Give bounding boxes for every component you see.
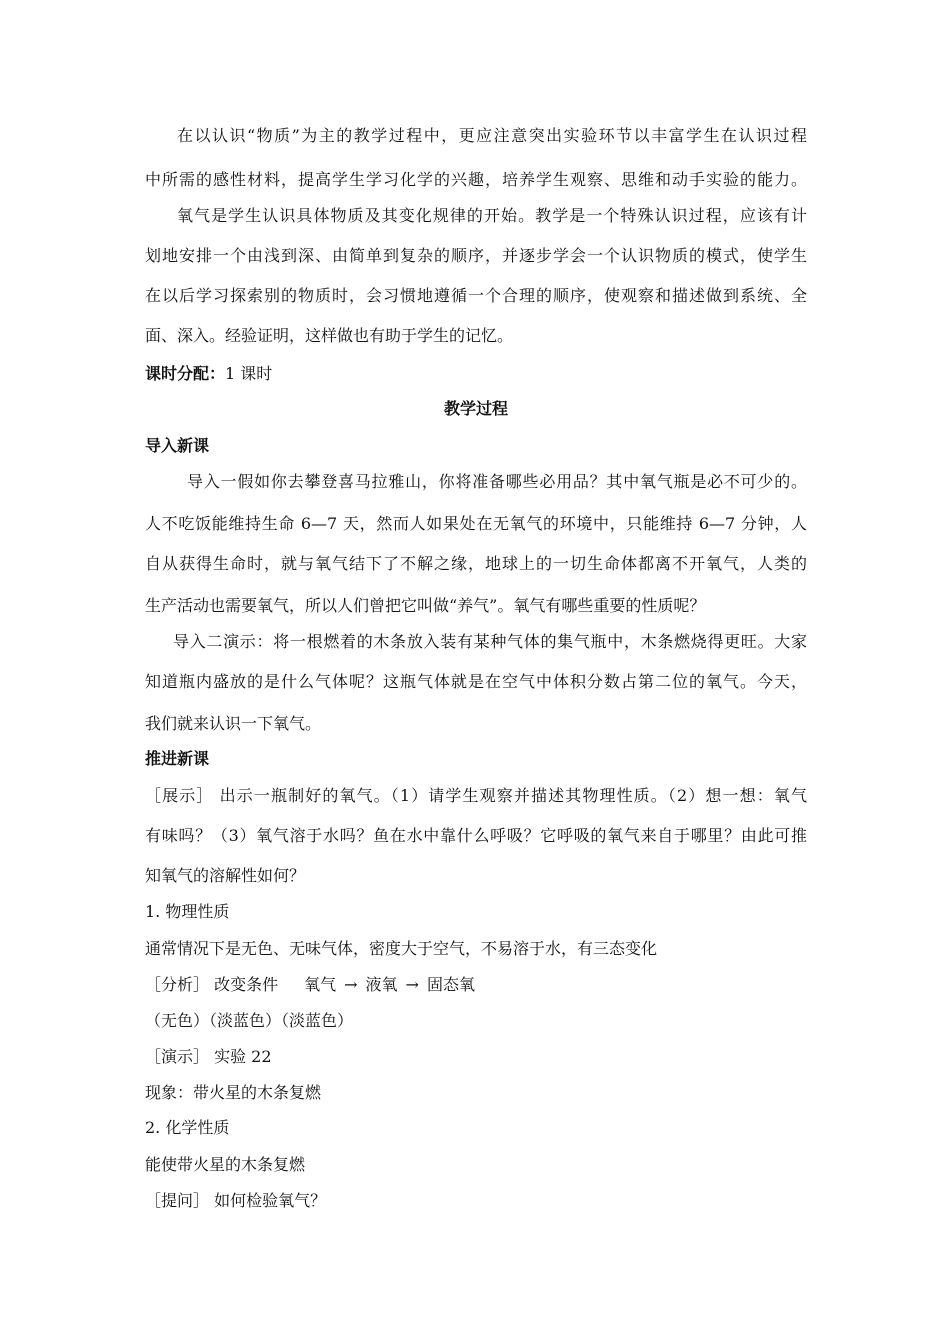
intro-2-line-1: 导入二演示：将一根燃着的木条放入装有某种气体的集气瓶中，木条燃烧得更旺。大家 <box>173 632 807 651</box>
display-line-1: ［展示］ 出示一瓶制好的氧气。（1）请学生观察并描述其物理性质。（2）想一想：氧气 <box>145 786 807 805</box>
advance-heading: 推进新课 <box>145 749 210 768</box>
paragraph-1-line-1: 在以认识“物质”为主的教学过程中，更应注意突出实验环节以丰富学生在认识过程 <box>177 126 807 145</box>
paragraph-2-line-2: 划地安排一个由浅到深、由简单到复杂的顺序，并逐步学会一个认识物质的模式，使学生 <box>145 246 807 265</box>
chemical-heading: 2. 化学性质 <box>145 1118 230 1137</box>
phenomenon-line: 现象：带火星的木条复燃 <box>145 1083 322 1102</box>
arrow-icon: → <box>405 975 419 994</box>
intro-1-line-3: 自从获得生命时，就与氧气结下了不解之缘，地球上的一切生命体都离不开氧气，人类的 <box>145 554 807 573</box>
state-solid-oxygen: 固态氧 <box>426 975 475 994</box>
arrow-icon: → <box>344 975 358 994</box>
class-hours-label: 课时分配： <box>145 364 226 383</box>
intro-heading: 导入新课 <box>145 436 210 455</box>
intro-2-line-2: 知道瓶内盛放的是什么气体呢？这瓶气体就是在空气中体积分数占第二位的氧气。今天， <box>145 672 807 691</box>
paragraph-2-line-4: 面、深入。经验证明，这样做也有助于学生的记忆。 <box>145 326 514 345</box>
display-line-3: 知氧气的溶解性如何？ <box>145 866 306 885</box>
intro-1-line-1: 导入一假如你去攀登喜马拉雅山，你将准备哪些必用品？其中氧气瓶是必不可少的。 <box>187 472 807 491</box>
analysis-colors: （无色）（淡蓝色）（淡蓝色） <box>145 1011 354 1030</box>
physical-heading: 1. 物理性质 <box>145 902 230 921</box>
demo-line: ［演示］ 实验 22 <box>145 1047 272 1066</box>
state-oxygen: 氧气 <box>304 975 337 994</box>
question-line: ［提问］ 如何检验氧气？ <box>145 1191 327 1210</box>
intro-2-line-3: 我们就来认识一下氧气。 <box>145 714 322 733</box>
intro-1-line-2: 人不吃饭能维持生命 6—7 天，然而人如果处在无氧气的环境中，只能维持 6—7 分钟，人 <box>145 514 807 533</box>
analysis-line <box>145 971 807 999</box>
intro-1-line-4: 生产活动也需要氧气，所以人们曾把它叫做“养气”。氧气有哪些重要的性质呢？ <box>145 596 706 615</box>
class-hours-value: 1 课时 <box>225 364 273 383</box>
paragraph-2-line-3: 在以后学习探索别的物质时，会习惯地遵循一个合理的顺序，使观察和描述做到系统、全 <box>145 286 807 305</box>
display-line-2: 有味吗？（3）氧气溶于水吗？鱼在水中靠什么呼吸？它呼吸的氧气来自于哪里？由此可推 <box>145 826 807 845</box>
paragraph-2-line-1: 氧气是学生认识具体物质及其变化规律的开始。教学是一个特殊认识过程，应该有计 <box>177 206 807 225</box>
state-liquid-oxygen: 液氧 <box>365 975 398 994</box>
analysis-label: ［分析］ 改变条件 <box>145 975 279 994</box>
chemical-desc: 能使带火星的木条复燃 <box>145 1155 306 1174</box>
section-title: 教学过程 <box>443 399 508 418</box>
class-hours <box>145 360 807 388</box>
physical-desc: 通常情况下是无色、无味气体，密度大于空气，不易溶于水，有三态变化 <box>145 939 658 958</box>
paragraph-1-line-2: 中所需的感性材料，提高学生学习化学的兴趣，培养学生观察、思维和动手实验的能力。 <box>145 170 807 189</box>
